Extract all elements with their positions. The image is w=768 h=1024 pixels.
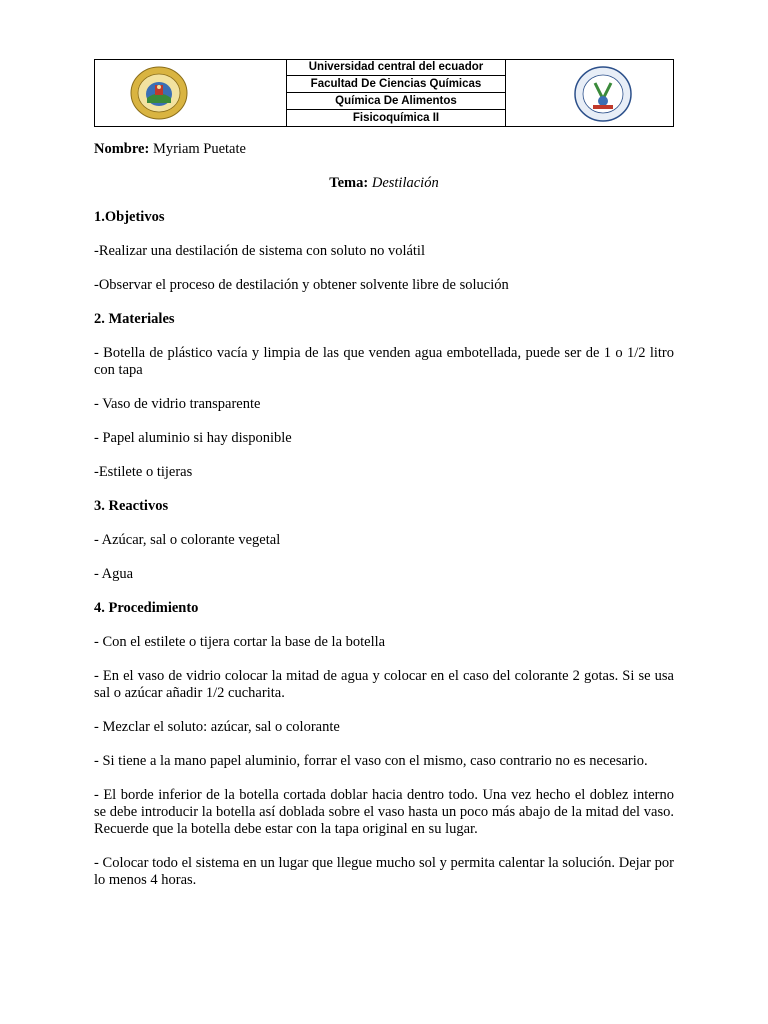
topic-line [94,175,674,192]
faculty-seal-right-icon [573,65,633,123]
list-item: - Botella de plástico vacía y limpia de las que venden agua embotellada, puede ser de 1 o 1/2 litro con tapa [94,345,674,378]
list-item: - Si tiene a la mano papel aluminio, forrar el vaso con el mismo, caso contrario no es necesario. [94,753,648,769]
list-item: - Azúcar, sal o colorante vegetal [94,532,281,548]
topic-label: Tema: [329,175,369,191]
student-name: Myriam Puetate [152,141,246,157]
university-name: Universidad central del ecuador [287,59,505,76]
section-heading-procedimiento: 4. Procedimiento [94,600,199,616]
career-name: Química De Alimentos [287,93,505,110]
list-item: - Papel aluminio si hay disponible [94,430,292,446]
list-item: - Colocar todo el sistema en un lugar que llegue mucho sol y permita calentar la solución. Dejar por lo menos 4 horas. [94,855,674,888]
student-label: Nombre: [94,141,150,157]
list-item: - En el vaso de vidrio colocar la mitad de agua y colocar en el caso del colorante 2 gotas. Si se usa sal o azúcar añadir 1/2 cucharita. [94,668,674,701]
list-item: - Mezclar el soluto: azúcar, sal o colorante [94,719,340,735]
section-heading-objetivos: 1.Objetivos [94,209,165,225]
list-item: - El borde inferior de la botella cortada doblar hacia dentro todo. Una vez hecho el doblez interno se debe introducir la botella así doblada sobre el vaso hasta un poco más abajo de la mitad del vaso. Recuerde que la botella debe estar con la tapa original en su lugar. [94,787,674,837]
header-table [94,59,674,127]
list-item: - Vaso de vidrio transparente [94,396,261,412]
list-item: -Observar el proceso de destilación y obtener solvente libre de solución [94,277,509,293]
header-title-block [286,59,506,127]
university-seal-left-icon [129,65,189,121]
list-item: -Estilete o tijeras [94,464,193,480]
student-line [94,141,674,158]
section-heading-materiales: 2. Materiales [94,311,175,327]
faculty-name: Facultad De Ciencias Químicas [287,76,505,93]
list-item: - Con el estilete o tijera cortar la base de la botella [94,634,386,650]
list-item: - Agua [94,566,134,582]
document-body [94,141,674,906]
topic-value: Destilación [371,175,439,191]
subject-name: Fisicoquímica II [352,112,440,124]
list-item: -Realizar una destilación de sistema con soluto no volátil [94,243,425,259]
section-heading-reactivos: 3. Reactivos [94,498,169,514]
